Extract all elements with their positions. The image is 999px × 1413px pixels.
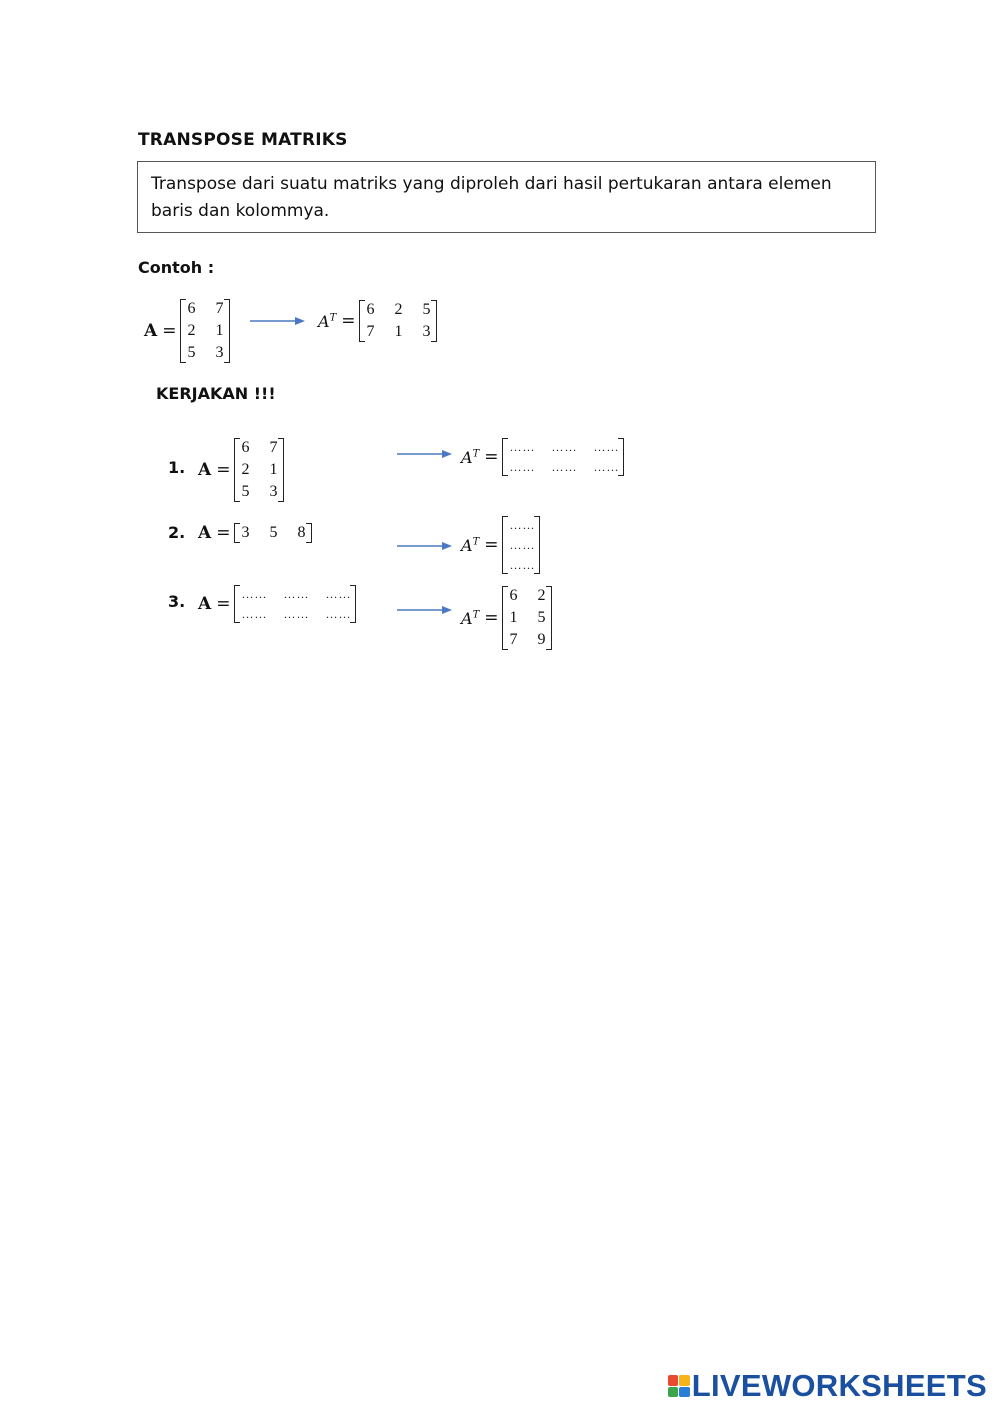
matrix-cell[interactable]: … …: [509, 518, 534, 532]
matrix-cell: 7: [366, 323, 375, 340]
matrix-cell: 6: [366, 301, 375, 318]
matrix-cell: 3: [241, 524, 250, 541]
matrix-cell[interactable]: … …: [325, 607, 350, 621]
example-matrix-a: [144, 298, 230, 364]
arrow-icon: [396, 447, 454, 461]
exercise-3-matrix-a: [198, 584, 356, 624]
matrix-cell[interactable]: … …: [283, 587, 308, 601]
matrix: [234, 437, 284, 503]
matrix-cell[interactable]: … …: [241, 607, 266, 621]
matrix-cell: 6: [241, 439, 250, 456]
exercise-number: 2.: [168, 523, 186, 542]
equals-sign: =: [341, 311, 356, 331]
matrix-cell: 3: [422, 323, 431, 340]
definition-text: Transpose dari suatu matriks yang diproleh dari hasil pertukaran antara elemen baris dan kolommya.: [151, 174, 832, 221]
exercise-number: 1.: [168, 458, 186, 477]
matrix-cell[interactable]: … …: [509, 558, 534, 572]
logo-text: LIVEWORKSHEETS: [691, 1368, 987, 1403]
matrix-cell[interactable]: … …: [509, 538, 534, 552]
matrix-cell: 3: [215, 344, 224, 361]
matrix-cell[interactable]: … …: [593, 440, 618, 454]
matrix-cell: 6: [509, 587, 518, 604]
matrix-variable: A: [198, 523, 212, 543]
matrix-cell: 8: [297, 524, 306, 541]
matrix-cell: 1: [509, 609, 518, 626]
equals-sign: =: [216, 594, 231, 614]
matrix-cell[interactable]: … …: [593, 460, 618, 474]
transpose-variable: $A^T$: [318, 311, 337, 331]
exercise-2-matrix-a: [198, 522, 312, 544]
liveworksheets-logo: [668, 1368, 987, 1404]
arrow-icon: [396, 603, 454, 617]
answer-matrix[interactable]: [502, 437, 624, 477]
exercise-3-matrix-at: [461, 585, 552, 651]
matrix-cell[interactable]: … …: [551, 460, 576, 474]
matrix-cell: 2: [187, 322, 196, 339]
matrix-variable: A: [198, 594, 212, 614]
matrix-cell: 2: [394, 301, 403, 318]
matrix-cell[interactable]: … …: [241, 587, 266, 601]
exercise-1-matrix-at: [461, 437, 624, 477]
equals-sign: =: [216, 523, 231, 543]
arrow-icon: [249, 314, 307, 328]
matrix-cell: 5: [241, 483, 250, 500]
logo-square: [668, 1375, 679, 1386]
matrix-cell[interactable]: … …: [325, 587, 350, 601]
transpose-variable: $A^T$: [461, 608, 480, 628]
definition-box: [137, 161, 876, 233]
matrix-cell: 2: [537, 587, 546, 604]
equals-sign: =: [484, 447, 499, 467]
matrix-cell: 9: [537, 631, 546, 648]
matrix-cell: 7: [509, 631, 518, 648]
transpose-variable: $A^T$: [461, 535, 480, 555]
matrix-cell: 1: [215, 322, 224, 339]
exercise-2-matrix-at: [461, 515, 540, 575]
matrix: [234, 522, 312, 544]
matrix-variable: A: [198, 460, 212, 480]
arrow-icon: [396, 539, 454, 553]
matrix-cell: 5: [422, 301, 431, 318]
matrix-cell[interactable]: … …: [551, 440, 576, 454]
exercise-1-matrix-a: [198, 437, 284, 503]
answer-matrix[interactable]: [234, 584, 356, 624]
exercise-label: KERJAKAN !!!: [156, 384, 276, 403]
matrix-cell: 5: [187, 344, 196, 361]
equals-sign: =: [216, 460, 231, 480]
equals-sign: =: [162, 321, 177, 341]
logo-square: [679, 1375, 690, 1386]
matrix-cell[interactable]: … …: [509, 440, 534, 454]
logo-square: [668, 1387, 679, 1398]
transpose-variable: $A^T$: [461, 447, 480, 467]
matrix-cell: 7: [269, 439, 278, 456]
equals-sign: =: [484, 535, 499, 555]
example-label: Contoh :: [138, 258, 215, 277]
matrix-cell: 6: [187, 300, 196, 317]
matrix-cell[interactable]: … …: [509, 460, 534, 474]
example-matrix-at: [318, 299, 437, 343]
matrix-cell: 1: [269, 461, 278, 478]
matrix-cell: 1: [394, 323, 403, 340]
matrix: [359, 299, 437, 343]
matrix-cell[interactable]: … …: [283, 607, 308, 621]
matrix-cell: 7: [215, 300, 224, 317]
equals-sign: =: [484, 608, 499, 628]
matrix: [502, 585, 552, 651]
matrix: [180, 298, 230, 364]
matrix-cell: 3: [269, 483, 278, 500]
answer-matrix[interactable]: [502, 515, 540, 575]
logo-mark-icon: [668, 1375, 690, 1397]
matrix-cell: 2: [241, 461, 250, 478]
logo-square: [679, 1387, 690, 1398]
matrix-cell: 5: [537, 609, 546, 626]
exercise-number: 3.: [168, 592, 186, 611]
page-title: TRANSPOSE MATRIKS: [138, 130, 348, 150]
matrix-variable: A: [144, 321, 158, 341]
matrix-cell: 5: [269, 524, 278, 541]
